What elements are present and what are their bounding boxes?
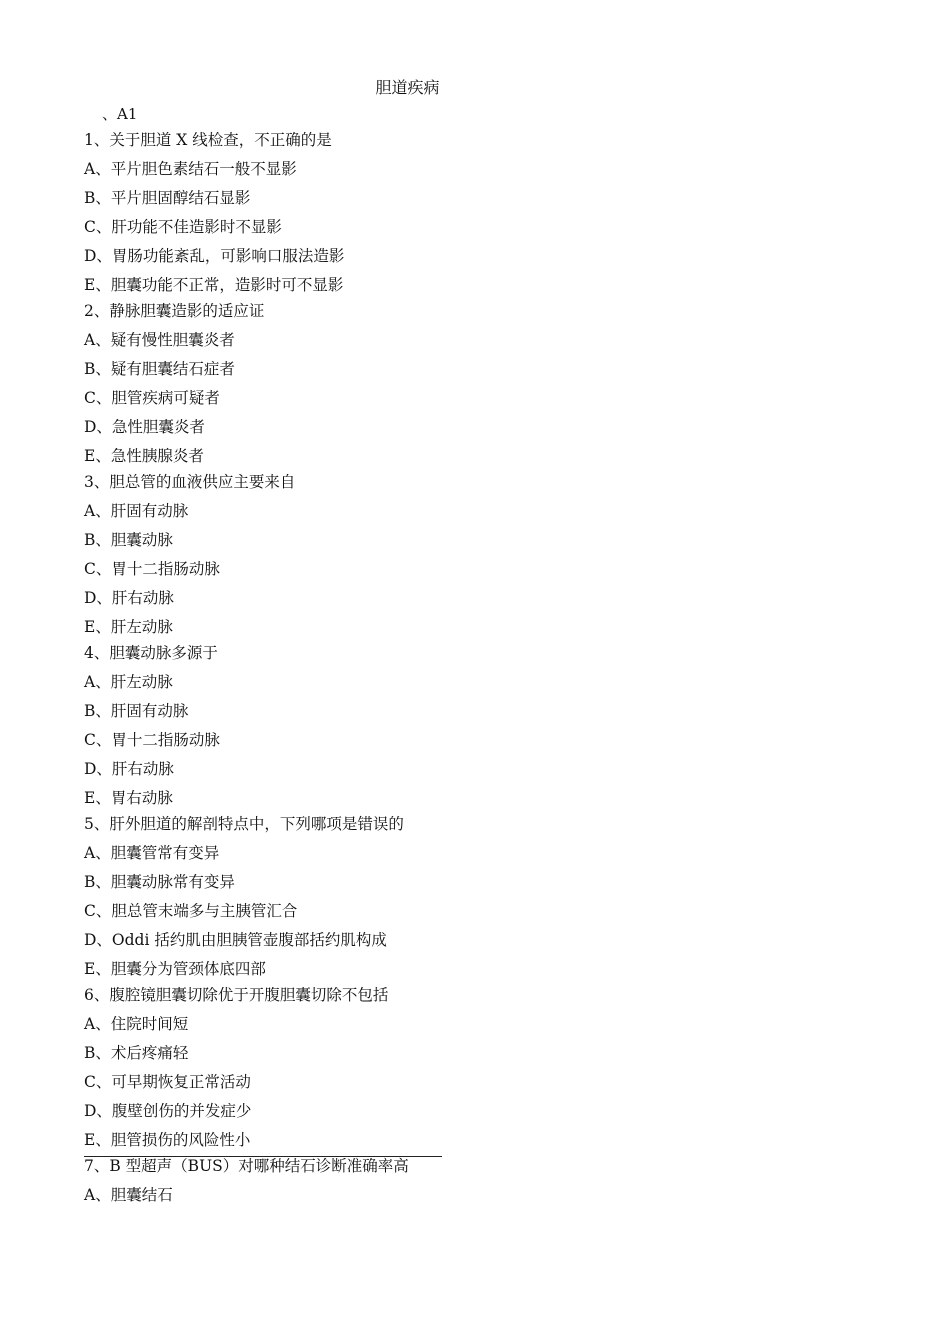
answer-option: E、胆囊分为管颈体底四部 xyxy=(84,960,266,978)
answer-option: C、胃十二指肠动脉 xyxy=(84,731,220,749)
answer-option: E、肝左动脉 xyxy=(84,618,173,636)
question-stem: 6、腹腔镜胆囊切除优于开腹胆囊切除不包括 xyxy=(84,986,389,1004)
answer-option: E、急性胰腺炎者 xyxy=(84,447,204,465)
answer-option: D、急性胆囊炎者 xyxy=(84,418,205,436)
question-stem: 4、胆囊动脉多源于 xyxy=(84,644,218,662)
answer-option: C、胆管疾病可疑者 xyxy=(84,389,220,407)
answer-option: D、Oddi 括约肌由胆胰管壶腹部括约肌构成 xyxy=(84,931,387,949)
section-divider xyxy=(84,1156,442,1157)
document-title: 胆道疾病 xyxy=(375,78,440,97)
answer-option: A、胆囊管常有变异 xyxy=(84,844,220,862)
answer-option: C、胆总管末端多与主胰管汇合 xyxy=(84,902,298,920)
question-stem: 5、肝外胆道的解剖特点中，下列哪项是错误的 xyxy=(84,815,404,833)
answer-option: E、胆囊功能不正常，造影时可不显影 xyxy=(84,276,344,294)
answer-option: A、住院时间短 xyxy=(84,1015,189,1033)
answer-option: A、肝固有动脉 xyxy=(84,502,189,520)
question-stem: 2、静脉胆囊造影的适应证 xyxy=(84,302,265,320)
answer-option: E、胃右动脉 xyxy=(84,789,173,807)
answer-option: E、胆管损伤的风险性小 xyxy=(84,1131,251,1149)
answer-option: A、疑有慢性胆囊炎者 xyxy=(84,331,235,349)
answer-option: C、可早期恢复正常活动 xyxy=(84,1073,251,1091)
answer-option: A、肝左动脉 xyxy=(84,673,173,691)
question-stem: 3、胆总管的血液供应主要来自 xyxy=(84,473,296,491)
answer-option: D、肝右动脉 xyxy=(84,760,174,778)
question-stem: 7、B 型超声（BUS）对哪种结石诊断准确率高 xyxy=(84,1157,409,1175)
answer-option: A、平片胆色素结石一般不显影 xyxy=(84,160,297,178)
answer-option: A、胆囊结石 xyxy=(84,1186,173,1204)
answer-option: C、胃十二指肠动脉 xyxy=(84,560,220,578)
answer-option: B、术后疼痛轻 xyxy=(84,1044,189,1062)
question-stem: 1、关于胆道 X 线检查，不正确的是 xyxy=(84,131,332,149)
answer-option: B、肝固有动脉 xyxy=(84,702,189,720)
answer-option: B、胆囊动脉常有变异 xyxy=(84,873,235,891)
answer-option: B、胆囊动脉 xyxy=(84,531,173,549)
answer-option: B、平片胆固醇结石显影 xyxy=(84,189,251,207)
answer-option: D、腹壁创伤的并发症少 xyxy=(84,1102,252,1120)
answer-option: B、疑有胆囊结石症者 xyxy=(84,360,235,378)
question-list xyxy=(84,126,784,1205)
section-heading: 、A1 xyxy=(102,105,138,123)
answer-option: D、胃肠功能紊乱，可影响口服法造影 xyxy=(84,247,345,265)
answer-option: D、肝右动脉 xyxy=(84,589,174,607)
answer-option: C、肝功能不佳造影时不显影 xyxy=(84,218,282,236)
